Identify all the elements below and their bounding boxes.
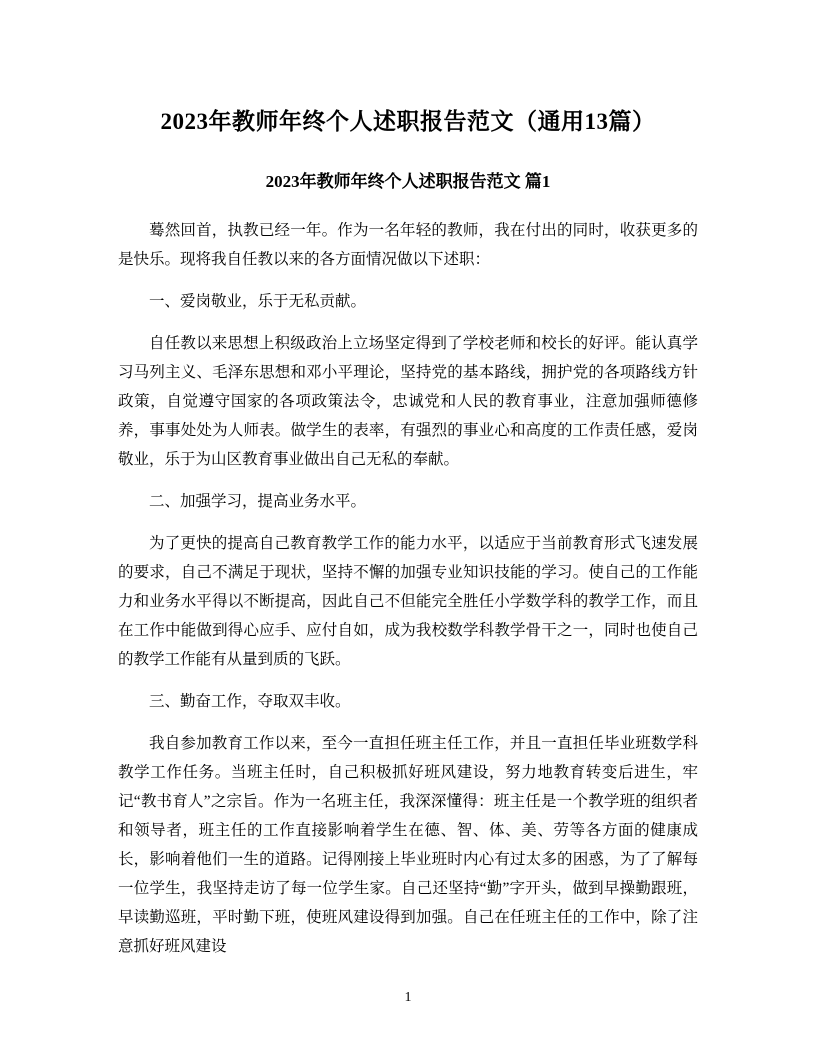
paragraph-body-3: 我自参加教育工作以来，至今一直担任班主任工作，并且一直担任毕业班数学科教学工作任务。当班主任时，自己积极抓好班风建设，努力地教育转变后进生，牢记“教书育人”之宗旨。作为一名班主任，我深深懂得：班主任是一个教学班的组织者和领导者，班主任的工作直接影响着学生在德、智、体、美、劳等各方面的健康成长，影响着他们一生的道路。记得刚接上毕业班时内心有过太多的困惑，为了了解每一位学生，我坚持走访了每一位学生家。自己还坚持“勤”字开头，做到早操勤跟班，早读勤巡班，平时勤下班，使班风建设得到加强。自己在任班主任的工作中，除了注意抓好班风建设: [118, 735, 698, 956]
paragraph-body-2: 为了更快的提高自己教育教学工作的能力水平，以适应于当前教育形式飞速发展的要求，自己不满足于现状，坚持不懈的加强专业知识技能的学习。使自己的工作能力和业务水平得以不断提高，因此自己不但能完全胜任小学数学科的教学工作，而且在工作中能做到得心应手、应付自如，成为我校数学科教学骨干之一，同时也使自己的教学工作能有从量到质的飞跃。: [118, 535, 698, 669]
section-subtitle: 2023年教师年终个人述职报告范文 篇1: [265, 172, 551, 192]
paragraph-body-1: 自任教以来思想上积级政治上立场坚定得到了学校老师和校长的好评。能认真学习马列主义、毛泽东思想和邓小平理论，坚持党的基本路线，拥护党的各项路线方针政策，自觉遵守国家的各项政策法令，忠诚党和人民的教育事业，注意加强师德修养，事事处处为人师表。做学生的表率，有强烈的事业心和高度的工作责任感，爱岗敬业，乐于为山区教育事业做出自己无私的奉献。: [118, 335, 698, 469]
page-number: 1: [404, 990, 412, 1005]
paragraph-heading-1: 一、爱岗敬业，乐于无私贡献。: [149, 293, 367, 311]
paragraph-heading-2: 二、加强学习，提高业务水平。: [149, 493, 367, 511]
document-title: 2023年教师年终个人述职报告范文（通用13篇）: [160, 109, 656, 134]
paragraph-heading-3: 三、勤奋工作，夺取双丰收。: [149, 693, 351, 711]
paragraph-intro: 蓦然回首，执教已经一年。作为一名年轻的教师，我在付出的同时，收获更多的是快乐。现将我自任教以来的各方面情况做以下述职：: [118, 222, 698, 269]
